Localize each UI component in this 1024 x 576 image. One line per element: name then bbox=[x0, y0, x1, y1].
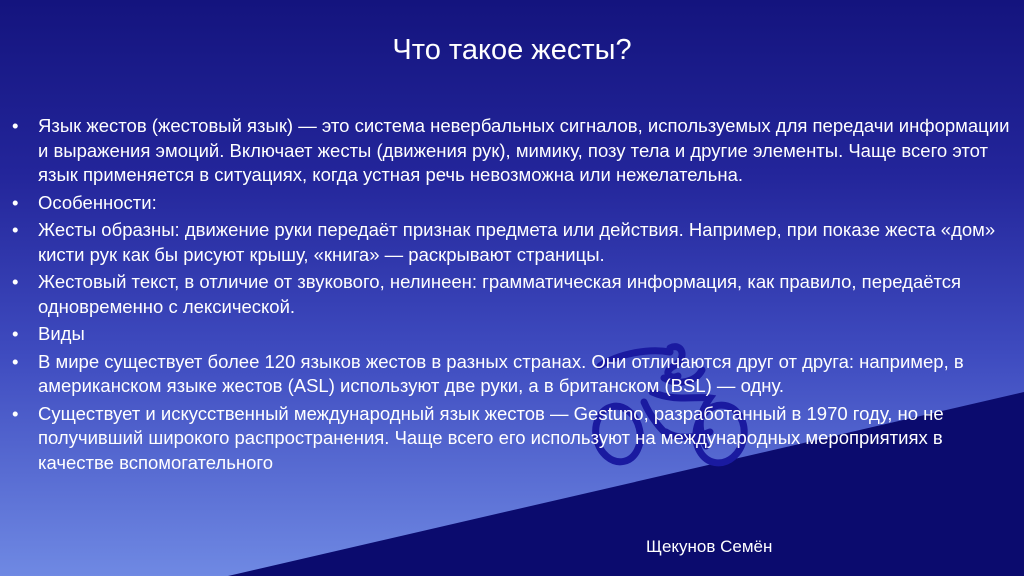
bullet-item bbox=[12, 350, 1012, 399]
bullet-text: Жестовый текст, в отличие от звукового, нелинеен: грамматическая информация, как правило, передаётся одновременно с лексической. bbox=[38, 271, 962, 317]
bullet-item bbox=[12, 191, 1012, 216]
bullet-list bbox=[12, 114, 1012, 478]
bullet-item bbox=[12, 114, 1012, 188]
bullet-text: Особенности: bbox=[38, 191, 157, 213]
slide-title: Что такое жесты? bbox=[392, 34, 632, 66]
bullet-item bbox=[12, 322, 1012, 347]
author-name: Щекунов Семён bbox=[646, 537, 773, 556]
bullet-item bbox=[12, 402, 1012, 476]
bullet-text: Язык жестов (жестовый язык) — это система невербальных сигналов, используемых для передачи информации и выражения эмоций. Включает жесты (движения рук), мимику, позу тела и другие элементы. Чаще всего этот язык применяется в ситуациях, когда устная речь невозможна или нежелательна. bbox=[38, 115, 1010, 185]
bullet-item bbox=[12, 270, 1012, 319]
bullet-item bbox=[12, 218, 1012, 267]
bullet-marker: • bbox=[12, 115, 19, 136]
bullet-text: Жесты образны: движение руки передаёт признак предмета или действия. Например, при показе жеста «дом» кисти рук как бы рисуют крышу, «книга» — раскрывают страницы. bbox=[38, 219, 996, 265]
bullet-marker: • bbox=[12, 219, 19, 240]
bullet-marker: • bbox=[12, 350, 19, 372]
bullet-text: В мире существует более 120 языков жестов в разных странах. Они отличаются друг от друга: например, в американском языке жестов (ASL) используют две руки, а в британском (BSL) — одну. bbox=[38, 350, 964, 396]
bullet-text: Существует и искусственный международный язык жестов — Gestuno, разработанный в 1970 году, но не получивший широкого распространения. Чаще всего его используют на международных мероприятиях в качестве вспомогательного bbox=[38, 402, 944, 473]
bullet-text: Виды bbox=[38, 323, 85, 344]
bullet-marker: • bbox=[12, 402, 19, 424]
bullet-marker: • bbox=[12, 323, 19, 344]
bullet-marker: • bbox=[12, 271, 19, 292]
bullet-marker: • bbox=[12, 191, 19, 213]
